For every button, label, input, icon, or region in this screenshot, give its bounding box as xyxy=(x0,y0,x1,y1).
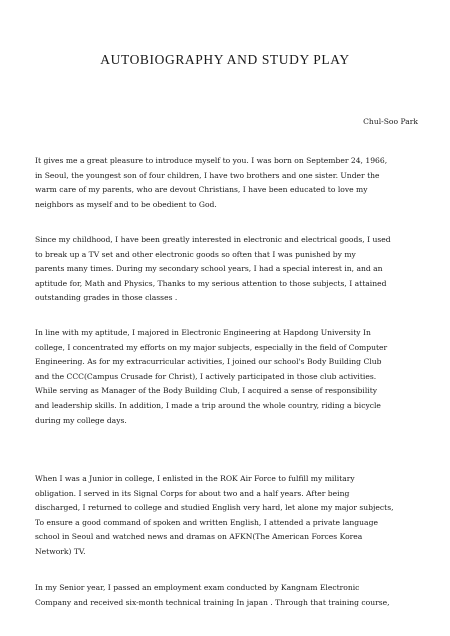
document-title: AUTOBIOGRAPHY AND STUDY PLAY xyxy=(100,52,350,67)
paragraph-college: In line with my aptitude, I majored in Electronic Engineering at Hapdong University In college, I concentrated my efforts on my major subjects, especially in the field of Computer Engineering. As for my extracurricular activities, I joined our school's Body Building Club and the CCC(Campus Crusade for Christ), I actively participated in those club activities. While serving as Manager of the Body Building Club, I acquired a sense of responsibility and leadership skills. In addition, I made a trip around the whole country, riding a bicycle during my college days. xyxy=(35,328,388,425)
paragraph-military: When I was a Junior in college, I enlisted in the ROK Air Force to fulfill my military obligation. I served in its Signal Corps for about two and a half years. After being discharged, I returned to college and studied English very hard, let alone my major subjects, To ensure a good command of spoken and written English, I attended a private language school in Seoul and watched news and dramas on AFKN(The American Forces Korea Network) TV. xyxy=(35,474,394,556)
author-name: Chul-Soo Park xyxy=(363,117,418,126)
paragraph-childhood: Since my childhood, I have been greatly interested in electronic and electrical goods, I used to break up a TV set and other electronic goods so often that I was punished by my parents many times. During my secondary school years, I had a special interest in, and an aptitude for, Math and Physics, Thanks to my serious attention to those subjects, I attained outstanding grades in those classes . xyxy=(35,235,391,303)
paragraph-senior-year: In my Senior year, I passed an employment exam conducted by Kangnam Electronic Company and received six-month technical training In japan . Through that training course, xyxy=(35,583,390,607)
paragraph-introduction: It gives me a great pleasure to introduce myself to you. I was born on September 24, 1966, in Seoul, the youngest son of four children, I have two brothers and one sister. Under the warm care of my parents, who are devout Christians, I have been educated to love my neighbors as myself and to be obedient to God. xyxy=(35,156,388,209)
